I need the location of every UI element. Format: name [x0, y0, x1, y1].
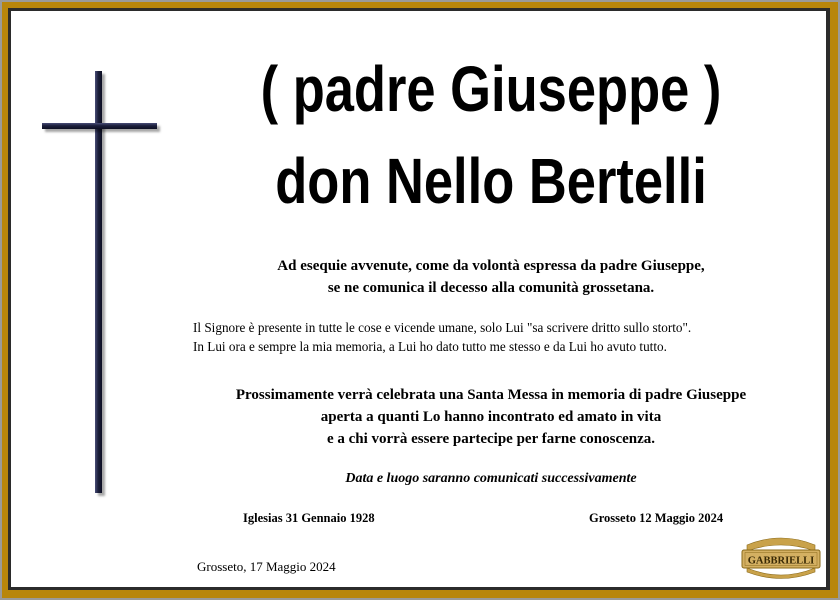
announcement-line: Ad esequie avvenute, come da volontà espressa da padre Giuseppe, [277, 258, 705, 274]
title-line-1: ( padre Giuseppe ) [260, 53, 722, 125]
birth-date: Iglesias 31 Gennaio 1928 [243, 511, 375, 525]
cross-icon [95, 71, 102, 493]
mass-line: e a chi vorrà essere partecipe per farne conoscenza. [326, 431, 656, 447]
death-date: Grosseto 12 Maggio 2024 [589, 511, 724, 525]
quote-line: Il Signore è presente in tutte le cose e vicende umane, solo Lui "sa scrivere dritto sullo storto". [193, 320, 692, 335]
announcement-line: se ne comunica il decesso alla comunità grossetana. [327, 280, 655, 296]
title-line-2: don Nello Bertelli [275, 145, 707, 217]
mass-line: Prossimamente verrà celebrata una Santa Messa in memoria di padre Giuseppe [235, 387, 747, 403]
quote [193, 318, 803, 356]
funeral-home-logo [739, 535, 823, 585]
place-and-date: Grosseto, 17 Maggio 2024 [197, 559, 336, 574]
announcement [171, 255, 811, 299]
mass-announcement [171, 384, 811, 450]
mass-line: aperta a quanti Lo hanno incontrato ed amato in vita [320, 409, 662, 425]
quote-line: In Lui ora e sempre la mia memoria, a Lui ho dato tutto me stesso e da Lui ho avuto tutto. [193, 339, 667, 354]
logo-name: GABBRIELLI [747, 555, 815, 567]
death-notice-card [11, 11, 826, 587]
mass-note: Data e luogo saranno comunicati successivamente [345, 471, 637, 486]
cross-arm [42, 123, 157, 129]
